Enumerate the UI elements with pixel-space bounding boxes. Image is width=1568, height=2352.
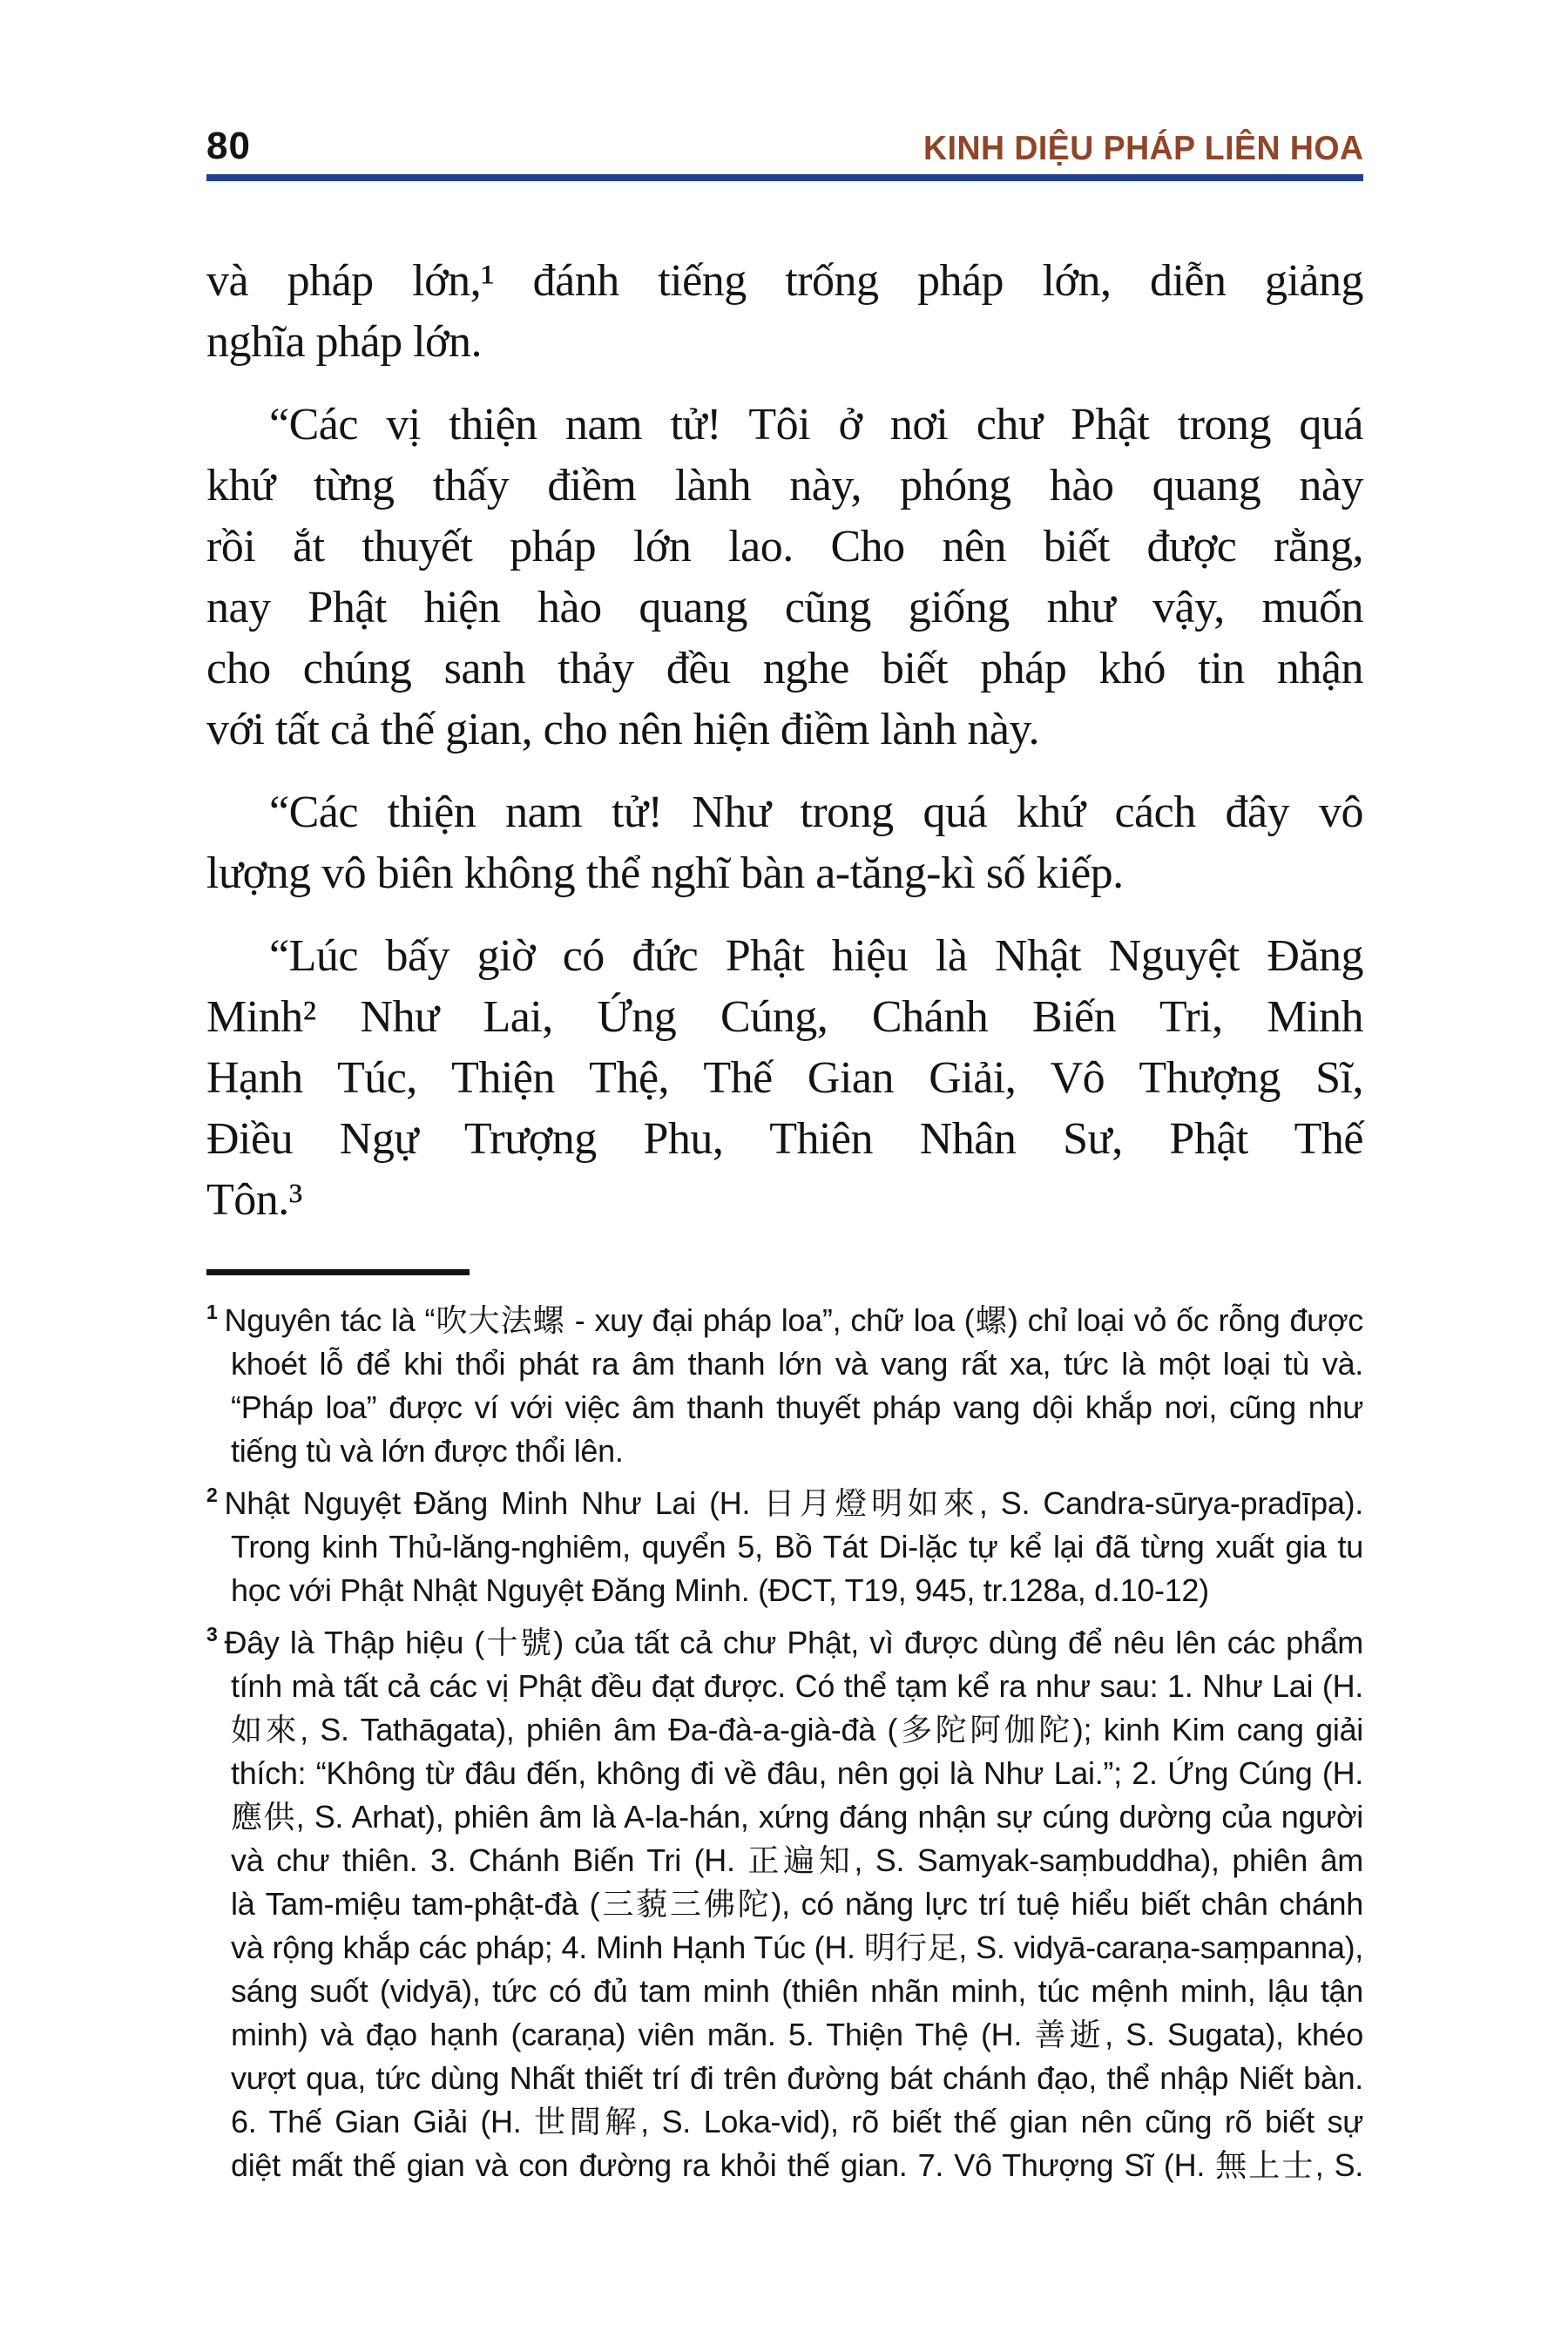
footnote-line: $^1$ Nguyên tác là “吹大法螺 - xuy đại pháp loa”, chữ loa (螺) chỉ loại vỏ ốc rỗng được <box>206 1301 1363 1338</box>
body-line: Tôn.³ <box>206 1175 302 1225</box>
body-line: Minh² Như Lai, Ứng Cúng, Chánh Biến Tri, Minh <box>206 992 1363 1042</box>
body-line: khứ từng thấy điềm lành này, phóng hào quang này <box>206 461 1363 510</box>
footnote-marker: 1 <box>206 1301 218 1323</box>
body-paragraph <box>206 251 1363 373</box>
footnote <box>206 1473 1363 1612</box>
body-line: rồi ắt thuyết pháp lớn lao. Cho nên biết được rằng, <box>206 522 1363 571</box>
footnote-line: diệt mất thế gian và con đường ra khỏi thế gian. 7. Vô Thượng Sĩ (H. 無上士, S. <box>231 2147 1363 2183</box>
footnote-line: “Pháp loa” được ví với việc âm thanh thuyết pháp vang dội khắp nơi, cũng như <box>231 1389 1363 1425</box>
page-number: 80 <box>206 125 251 167</box>
footnote-line: khoét lỗ để khi thổi phát ra âm thanh lớn và vang rất xa, tức là một loại tù và. <box>231 1346 1363 1382</box>
running-title: KINH DIỆU PHÁP LIÊN HOA <box>923 130 1363 167</box>
body-paragraph <box>206 395 1363 760</box>
footnote-line: 如來, S. Tathāgata), phiên âm Đa-đà-a-già-đà (多陀阿伽陀); kinh Kim cang giải <box>231 1712 1363 1747</box>
body-line: “Lúc bấy giờ có đức Phật hiệu là Nhật Nguyệt Đăng <box>269 931 1363 981</box>
footnote-line: sáng suốt (vidyā), tức có đủ tam minh (thiên nhãn minh, túc mệnh minh, lậu tận <box>231 1973 1363 2009</box>
body-line: “Các vị thiện nam tử! Tôi ở nơi chư Phật trong quá <box>269 400 1363 449</box>
body-paragraph <box>206 782 1363 904</box>
footnote-line: vượt qua, tức dùng Nhất thiết trí đi trên đường bát chánh đạo, thể nhập Niết bàn. <box>231 2060 1363 2096</box>
footnote-line: Trong kinh Thủ-lăng-nghiêm, quyển 5, Bồ Tát Di-lặc tự kể lại đã từng xuất gia tu <box>231 1529 1363 1565</box>
body-line: “Các thiện nam tử! Như trong quá khứ cách đây vô <box>269 787 1363 837</box>
footnote <box>206 1612 1363 2187</box>
footnote-line: $^3$ Đây là Thập hiệu (十號) của tất cả chư Phật, vì được dùng để nêu lên các phẩm <box>206 1623 1363 1660</box>
footnote-line: $^2$ Nhật Nguyệt Đăng Minh Như Lai (H. 日月燈明如來, S. Candra-sūrya-pradīpa). <box>206 1484 1363 1521</box>
page-header <box>206 120 1363 166</box>
body-line: lượng vô biên không thể nghĩ bàn a-tăng-kì số kiếp. <box>206 848 1124 898</box>
footnotes-section <box>206 1290 1363 2187</box>
body-line: cho chúng sanh thảy đều nghe biết pháp khó tin nhận <box>206 644 1363 693</box>
footnote-line: minh) và đạo hạnh (caraṇa) viên mãn. 5. Thiện Thệ (H. 善逝, S. Sugata), khéo <box>231 2017 1363 2052</box>
body-line: nghĩa pháp lớn. <box>206 317 483 367</box>
footnote-line: học với Phật Nhật Nguyệt Đăng Minh. (ĐCT, T19, 945, tr.128a, d.10-12) <box>231 1572 1209 1608</box>
footnote-line: và chư thiên. 3. Chánh Biến Tri (H. 正遍知, S. Samyak-saṃbuddha), phiên âm <box>231 1842 1363 1878</box>
footnote-line: 應供, S. Arhat), phiên âm là A-la-hán, xứng đáng nhận sự cúng dường của người <box>231 1799 1363 1835</box>
footnote-line: 6. Thế Gian Giải (H. 世間解, S. Loka-vid), rõ biết thế gian nên cũng rõ biết sự <box>231 2104 1363 2139</box>
body-line: nay Phật hiện hào quang cũng giống như vậy, muốn <box>206 583 1363 632</box>
body-text <box>206 251 1363 1231</box>
footnote-separator <box>206 1269 470 1275</box>
footnote-marker: 3 <box>206 1623 218 1646</box>
footnote-line: thích: “Không từ đâu đến, không đi về đâu, nên gọi là Như Lai.”; 2. Ứng Cúng (H. <box>231 1755 1363 1791</box>
footnote-line: tính mà tất cả các vị Phật đều đạt được. Có thể tạm kể ra như sau: 1. Như Lai (H. <box>231 1668 1363 1704</box>
footnote-line: và rộng khắp các pháp; 4. Minh Hạnh Túc (H. 明行足, S. vidyā-caraṇa-saṃpanna), <box>231 1930 1363 1965</box>
header-rule <box>206 174 1363 181</box>
body-line: với tất cả thế gian, cho nên hiện điềm lành này. <box>206 705 1040 754</box>
body-paragraph <box>206 926 1363 1231</box>
body-line: và pháp lớn,¹ đánh tiếng trống pháp lớn, diễn giảng <box>206 256 1363 306</box>
footnote-marker: 2 <box>206 1484 218 1506</box>
footnote <box>206 1290 1363 1473</box>
footnote-line: tiếng tù và lớn được thổi lên. <box>231 1433 624 1469</box>
footnote-line: là Tam-miệu tam-phật-đà (三藐三佛陀), có năng lực trí tuệ hiểu biết chân chánh <box>231 1886 1363 1922</box>
body-line: Hạnh Túc, Thiện Thệ, Thế Gian Giải, Vô Thượng Sĩ, <box>206 1053 1363 1103</box>
body-line: Điều Ngự Trượng Phu, Thiên Nhân Sư, Phật Thế <box>206 1114 1363 1164</box>
